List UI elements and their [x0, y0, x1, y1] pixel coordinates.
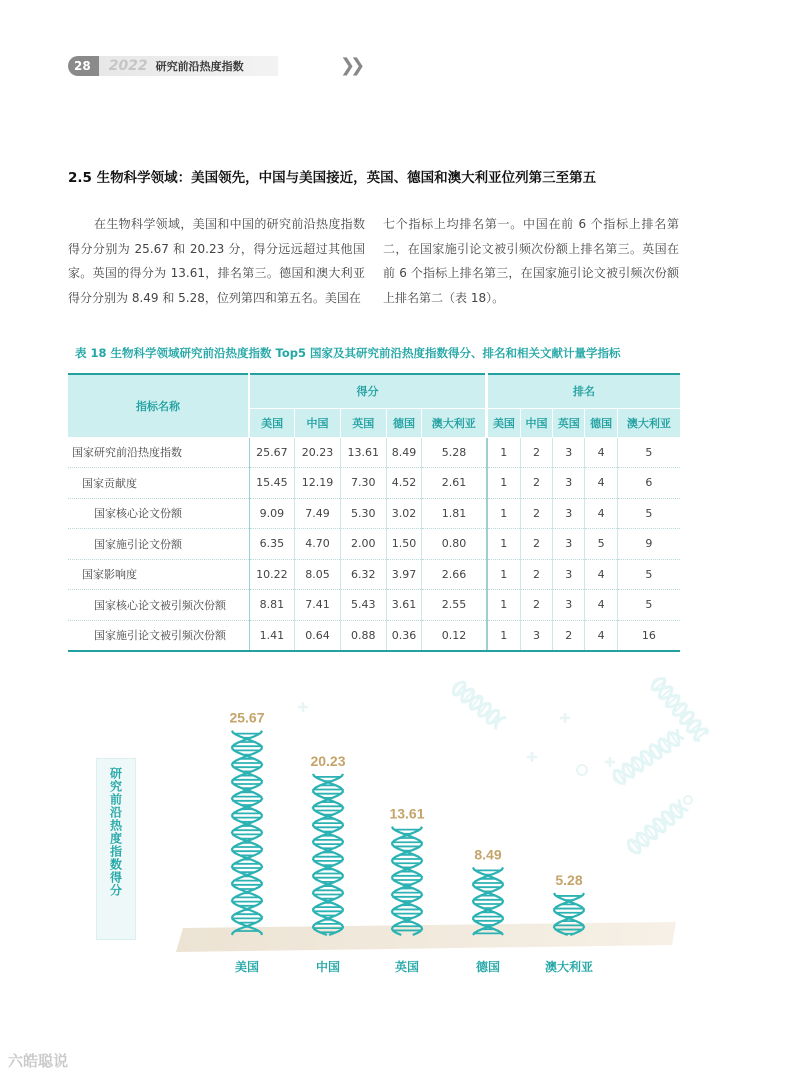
table-body [68, 437, 680, 651]
score-cell: 3.97 [386, 559, 422, 590]
rank-cell: 2 [520, 590, 552, 621]
row-indicator-name: 国家影响度 [68, 559, 249, 590]
category-label: 英国 [394, 960, 420, 974]
score-cell: 1.41 [249, 620, 295, 651]
header-band [99, 56, 278, 76]
rank-cell: 6 [617, 468, 680, 499]
table-row [68, 529, 680, 560]
row-indicator-name: 国家研究前沿热度指数 [68, 437, 249, 468]
bar-1 [313, 774, 343, 935]
table-row [68, 498, 680, 529]
rank-cell: 1 [487, 529, 521, 560]
score-cell: 6.32 [340, 559, 386, 590]
score-col-1: 中国 [295, 408, 341, 437]
score-chart [0, 660, 793, 1000]
score-cell: 25.67 [249, 437, 295, 468]
score-cell: 20.23 [295, 437, 341, 468]
rank-cell: 2 [553, 620, 585, 651]
rank-cell: 5 [617, 590, 680, 621]
rank-cell: 16 [617, 620, 680, 651]
score-cell: 0.12 [422, 620, 487, 651]
score-cell: 2.66 [422, 559, 487, 590]
page-header [68, 55, 361, 76]
score-cell: 7.41 [295, 590, 341, 621]
page-number: 28 [68, 56, 99, 76]
header-title: 研究前沿热度指数 [155, 60, 244, 73]
score-cell: 7.49 [295, 498, 341, 529]
rank-cell: 3 [553, 468, 585, 499]
score-cell: 2.55 [422, 590, 487, 621]
rank-cell: 4 [585, 437, 617, 468]
score-cell: 2.61 [422, 468, 487, 499]
header-year: 2022 [108, 58, 148, 74]
score-cell: 8.81 [249, 590, 295, 621]
rank-cell: 1 [487, 468, 521, 499]
rank-col-1: 中国 [520, 408, 552, 437]
watermark: 六皓聪说 [8, 1052, 69, 1070]
category-label: 中国 [315, 960, 341, 974]
paragraph-right: 七个指标上均排名第一。中国在前 6 个指标上排名第二，在国家施引论文被引频次份额上排名第三。英国在前 6 个指标上排名第三，在国家施引论文被引频次份额上排名第二（表 18）。 [383, 217, 679, 305]
dna-decoration [298, 675, 709, 856]
score-cell: 8.05 [295, 559, 341, 590]
rank-cell: 3 [553, 529, 585, 560]
y-axis-label: 研究前沿热度指数得分 [108, 767, 123, 897]
table-row [68, 468, 680, 499]
rank-cell: 3 [520, 620, 552, 651]
score-cell: 4.70 [295, 529, 341, 560]
score-cell: 0.36 [386, 620, 422, 651]
score-col-4: 澳大利亚 [422, 408, 487, 437]
row-indicator-name: 国家贡献度 [68, 468, 249, 499]
rank-col-4: 澳大利亚 [617, 408, 680, 437]
rank-cell: 9 [617, 529, 680, 560]
header-rank: 排名 [487, 374, 680, 408]
score-cell: 5.30 [340, 498, 386, 529]
table-row [68, 620, 680, 651]
bar-value-label: 20.23 [310, 752, 346, 769]
rank-cell: 1 [487, 559, 521, 590]
rank-cell: 3 [553, 498, 585, 529]
score-cell: 0.88 [340, 620, 386, 651]
rank-cell: 4 [585, 498, 617, 529]
row-indicator-name: 国家施引论文份额 [68, 529, 249, 560]
rank-cell: 2 [520, 468, 552, 499]
row-indicator-name: 国家核心论文份额 [68, 498, 249, 529]
bar-value-label: 13.61 [389, 805, 425, 822]
table-row [68, 559, 680, 590]
rank-cell: 5 [617, 437, 680, 468]
paragraph-left: 在生物科学领域，美国和中国的研究前沿热度指数得分分别为 25.67 和 20.23 分，得分远远超过其他国家。英国的得分为 13.61，排名第三。德国和澳大利亚得分分别为 8.49 和 5.28，位列第四和第五名。美国在 [68, 217, 365, 305]
score-cell: 6.35 [249, 529, 295, 560]
chevron-right-icon: ❯❯ [340, 55, 361, 76]
header-indicator: 指标名称 [68, 374, 249, 437]
score-col-0: 美国 [249, 408, 295, 437]
bar-value-label: 25.67 [229, 709, 265, 726]
score-cell: 8.49 [386, 437, 422, 468]
score-cell: 0.80 [422, 529, 487, 560]
rank-cell: 1 [487, 437, 521, 468]
rank-col-2: 英国 [553, 408, 585, 437]
score-col-3: 德国 [386, 408, 422, 437]
score-cell: 3.02 [386, 498, 422, 529]
rank-cell: 2 [520, 559, 552, 590]
score-cell: 7.30 [340, 468, 386, 499]
table-caption: 表 18 生物科学领域研究前沿热度指数 Top5 国家及其研究前沿热度指数得分、排名和相关文献计量学指标 [75, 346, 621, 360]
rank-cell: 1 [487, 590, 521, 621]
rank-cell: 4 [585, 468, 617, 499]
score-cell: 9.09 [249, 498, 295, 529]
score-cell: 1.81 [422, 498, 487, 529]
bar-value-label: 8.49 [474, 846, 502, 863]
category-label: 澳大利亚 [544, 960, 594, 974]
rank-cell: 5 [617, 559, 680, 590]
table-row [68, 590, 680, 621]
score-cell: 2.00 [340, 529, 386, 560]
rank-col-3: 德国 [585, 408, 617, 437]
bar-4 [554, 893, 584, 935]
bar-value-label: 5.28 [555, 871, 583, 888]
rank-cell: 1 [487, 498, 521, 529]
score-cell: 5.43 [340, 590, 386, 621]
score-cell: 4.52 [386, 468, 422, 499]
rank-cell: 3 [553, 437, 585, 468]
score-cell: 10.22 [249, 559, 295, 590]
score-cell: 12.19 [295, 468, 341, 499]
rank-cell: 4 [585, 590, 617, 621]
bar-2 [392, 827, 422, 935]
rank-cell: 5 [617, 498, 680, 529]
rank-cell: 4 [585, 620, 617, 651]
header-score: 得分 [249, 374, 487, 408]
rank-cell: 5 [585, 529, 617, 560]
score-cell: 0.64 [295, 620, 341, 651]
rank-cell: 3 [553, 590, 585, 621]
table-row [68, 437, 680, 468]
rank-cell: 4 [585, 559, 617, 590]
indicator-table [68, 373, 680, 652]
score-cell: 5.28 [422, 437, 487, 468]
score-cell: 13.61 [340, 437, 386, 468]
rank-col-0: 美国 [487, 408, 521, 437]
row-indicator-name: 国家施引论文被引频次份额 [68, 620, 249, 651]
rank-cell: 3 [553, 559, 585, 590]
rank-cell: 2 [520, 529, 552, 560]
bar-0 [232, 731, 262, 935]
rank-cell: 1 [487, 620, 521, 651]
rank-cell: 2 [520, 437, 552, 468]
score-cell: 1.50 [386, 529, 422, 560]
section-title: 2.5 生物科学领域：美国领先，中国与美国接近，英国、德国和澳大利亚位列第三至第五 [68, 170, 597, 186]
rank-cell: 2 [520, 498, 552, 529]
score-cell: 3.61 [386, 590, 422, 621]
score-col-2: 英国 [340, 408, 386, 437]
category-label: 德国 [475, 960, 501, 974]
score-cell: 15.45 [249, 468, 295, 499]
row-indicator-name: 国家核心论文被引频次份额 [68, 590, 249, 621]
category-label: 美国 [234, 960, 260, 974]
